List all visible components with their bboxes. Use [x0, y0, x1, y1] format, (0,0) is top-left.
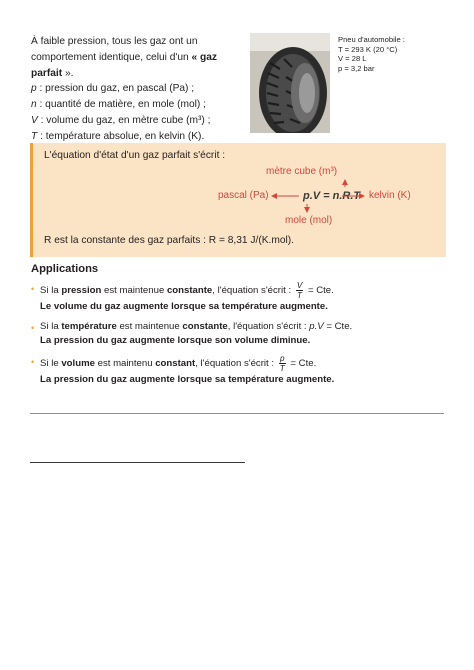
sym-n: n: [31, 99, 37, 111]
application-item: [31, 320, 451, 348]
text: constante: [182, 321, 228, 332]
intro-text: [31, 34, 241, 145]
text: volume: [61, 358, 95, 370]
intro-l3a: parfait: [31, 67, 63, 79]
applications-section: [31, 263, 451, 393]
text: est maintenue: [101, 285, 167, 297]
text: = Cte.: [305, 285, 334, 297]
fraction-numerator: p: [279, 354, 285, 363]
text: Si la: [40, 285, 62, 297]
caption-temperature: T = 293 K (20 °C): [338, 44, 398, 54]
def-quantity: [31, 97, 241, 113]
def-n-text: : quantité de matière, en mole (mol) ;: [36, 99, 206, 111]
tire-photo: [250, 33, 330, 133]
text: est maintenu: [94, 358, 156, 370]
caption-pressure: p = 3,2 bar: [338, 63, 375, 73]
unit-label-pressure: pascal (Pa): [218, 190, 269, 201]
product-pv: p.V: [309, 321, 324, 332]
intro-line: [31, 50, 241, 66]
text: constant: [155, 358, 196, 370]
fraction-denominator: T: [297, 291, 303, 300]
sym-p: p: [31, 83, 37, 95]
text: , l'équation s'écrit :: [195, 358, 277, 370]
def-v-text: : volume du gaz, en mètre cube (m³) ;: [37, 114, 211, 126]
sym-v: V: [31, 114, 38, 126]
bullet-icon: •: [31, 284, 35, 294]
text: = Cte.: [287, 358, 317, 370]
text: Si le: [40, 358, 62, 370]
caption-volume: V = 28 L: [338, 54, 367, 64]
def-pressure: [31, 81, 241, 97]
fraction-numerator: V: [296, 281, 303, 290]
bullet-icon: •: [31, 323, 35, 333]
intro-l2a: comportement identique, celui d'un: [31, 51, 192, 63]
unit-label-temperature: kelvin (K): [369, 190, 411, 201]
answer-line: [30, 462, 245, 463]
application-item: [31, 281, 451, 314]
applications-title: Applications: [31, 263, 99, 275]
intro-line: [31, 34, 241, 50]
def-p-text: : pression du gaz, en pascal (Pa) ;: [36, 83, 195, 95]
text: est maintenue: [116, 321, 183, 332]
tire-image: [250, 33, 330, 133]
def-t-text: : température absolue, en kelvin (K).: [37, 130, 205, 142]
unit-label-volume: mètre cube (m³): [266, 166, 338, 177]
text: , l'équation s'écrit :: [212, 285, 294, 297]
ideal-gas-box: [30, 143, 446, 257]
intro-l3b: ».: [62, 67, 74, 79]
fraction-p-over-t: [279, 354, 286, 373]
conclusion-2: La pression du gaz augmente lorsque son volume diminue.: [40, 335, 311, 346]
text: Si la: [40, 321, 62, 332]
def-volume: [31, 113, 241, 129]
intro-line: [31, 66, 241, 82]
caption-title: Pneu d'automobile :: [338, 35, 405, 44]
divider-line: [30, 413, 444, 414]
text: constante: [166, 285, 213, 297]
text: température: [61, 321, 117, 332]
fraction-v-over-t: [296, 281, 303, 300]
text: pression: [61, 285, 102, 297]
text: , l'équation s'écrit :: [227, 321, 310, 332]
conclusion-1: Le volume du gaz augmente lorsque sa température augmente.: [40, 301, 328, 312]
text: = Cte.: [323, 321, 353, 332]
gas-constant: R est la constante des gaz parfaits : R = 8,31 J/(K.mol).: [44, 235, 294, 246]
bullet-icon: •: [31, 357, 35, 367]
intro-l1: À faible pression, tous les gaz ont un: [31, 36, 198, 47]
intro-l2b: « gaz: [191, 51, 217, 63]
box-title: L'équation d'état d'un gaz parfait s'écrit :: [44, 150, 226, 161]
conclusion-3: La pression du gaz augmente lorsque sa température augmente.: [40, 374, 335, 385]
application-item: [31, 354, 451, 387]
fraction-denominator: T: [279, 364, 285, 373]
photo-caption: [338, 35, 458, 73]
sym-t: T: [31, 130, 38, 142]
unit-label-quantity: mole (mol): [285, 215, 333, 226]
state-equation: p.V = n.R.T: [303, 190, 361, 202]
